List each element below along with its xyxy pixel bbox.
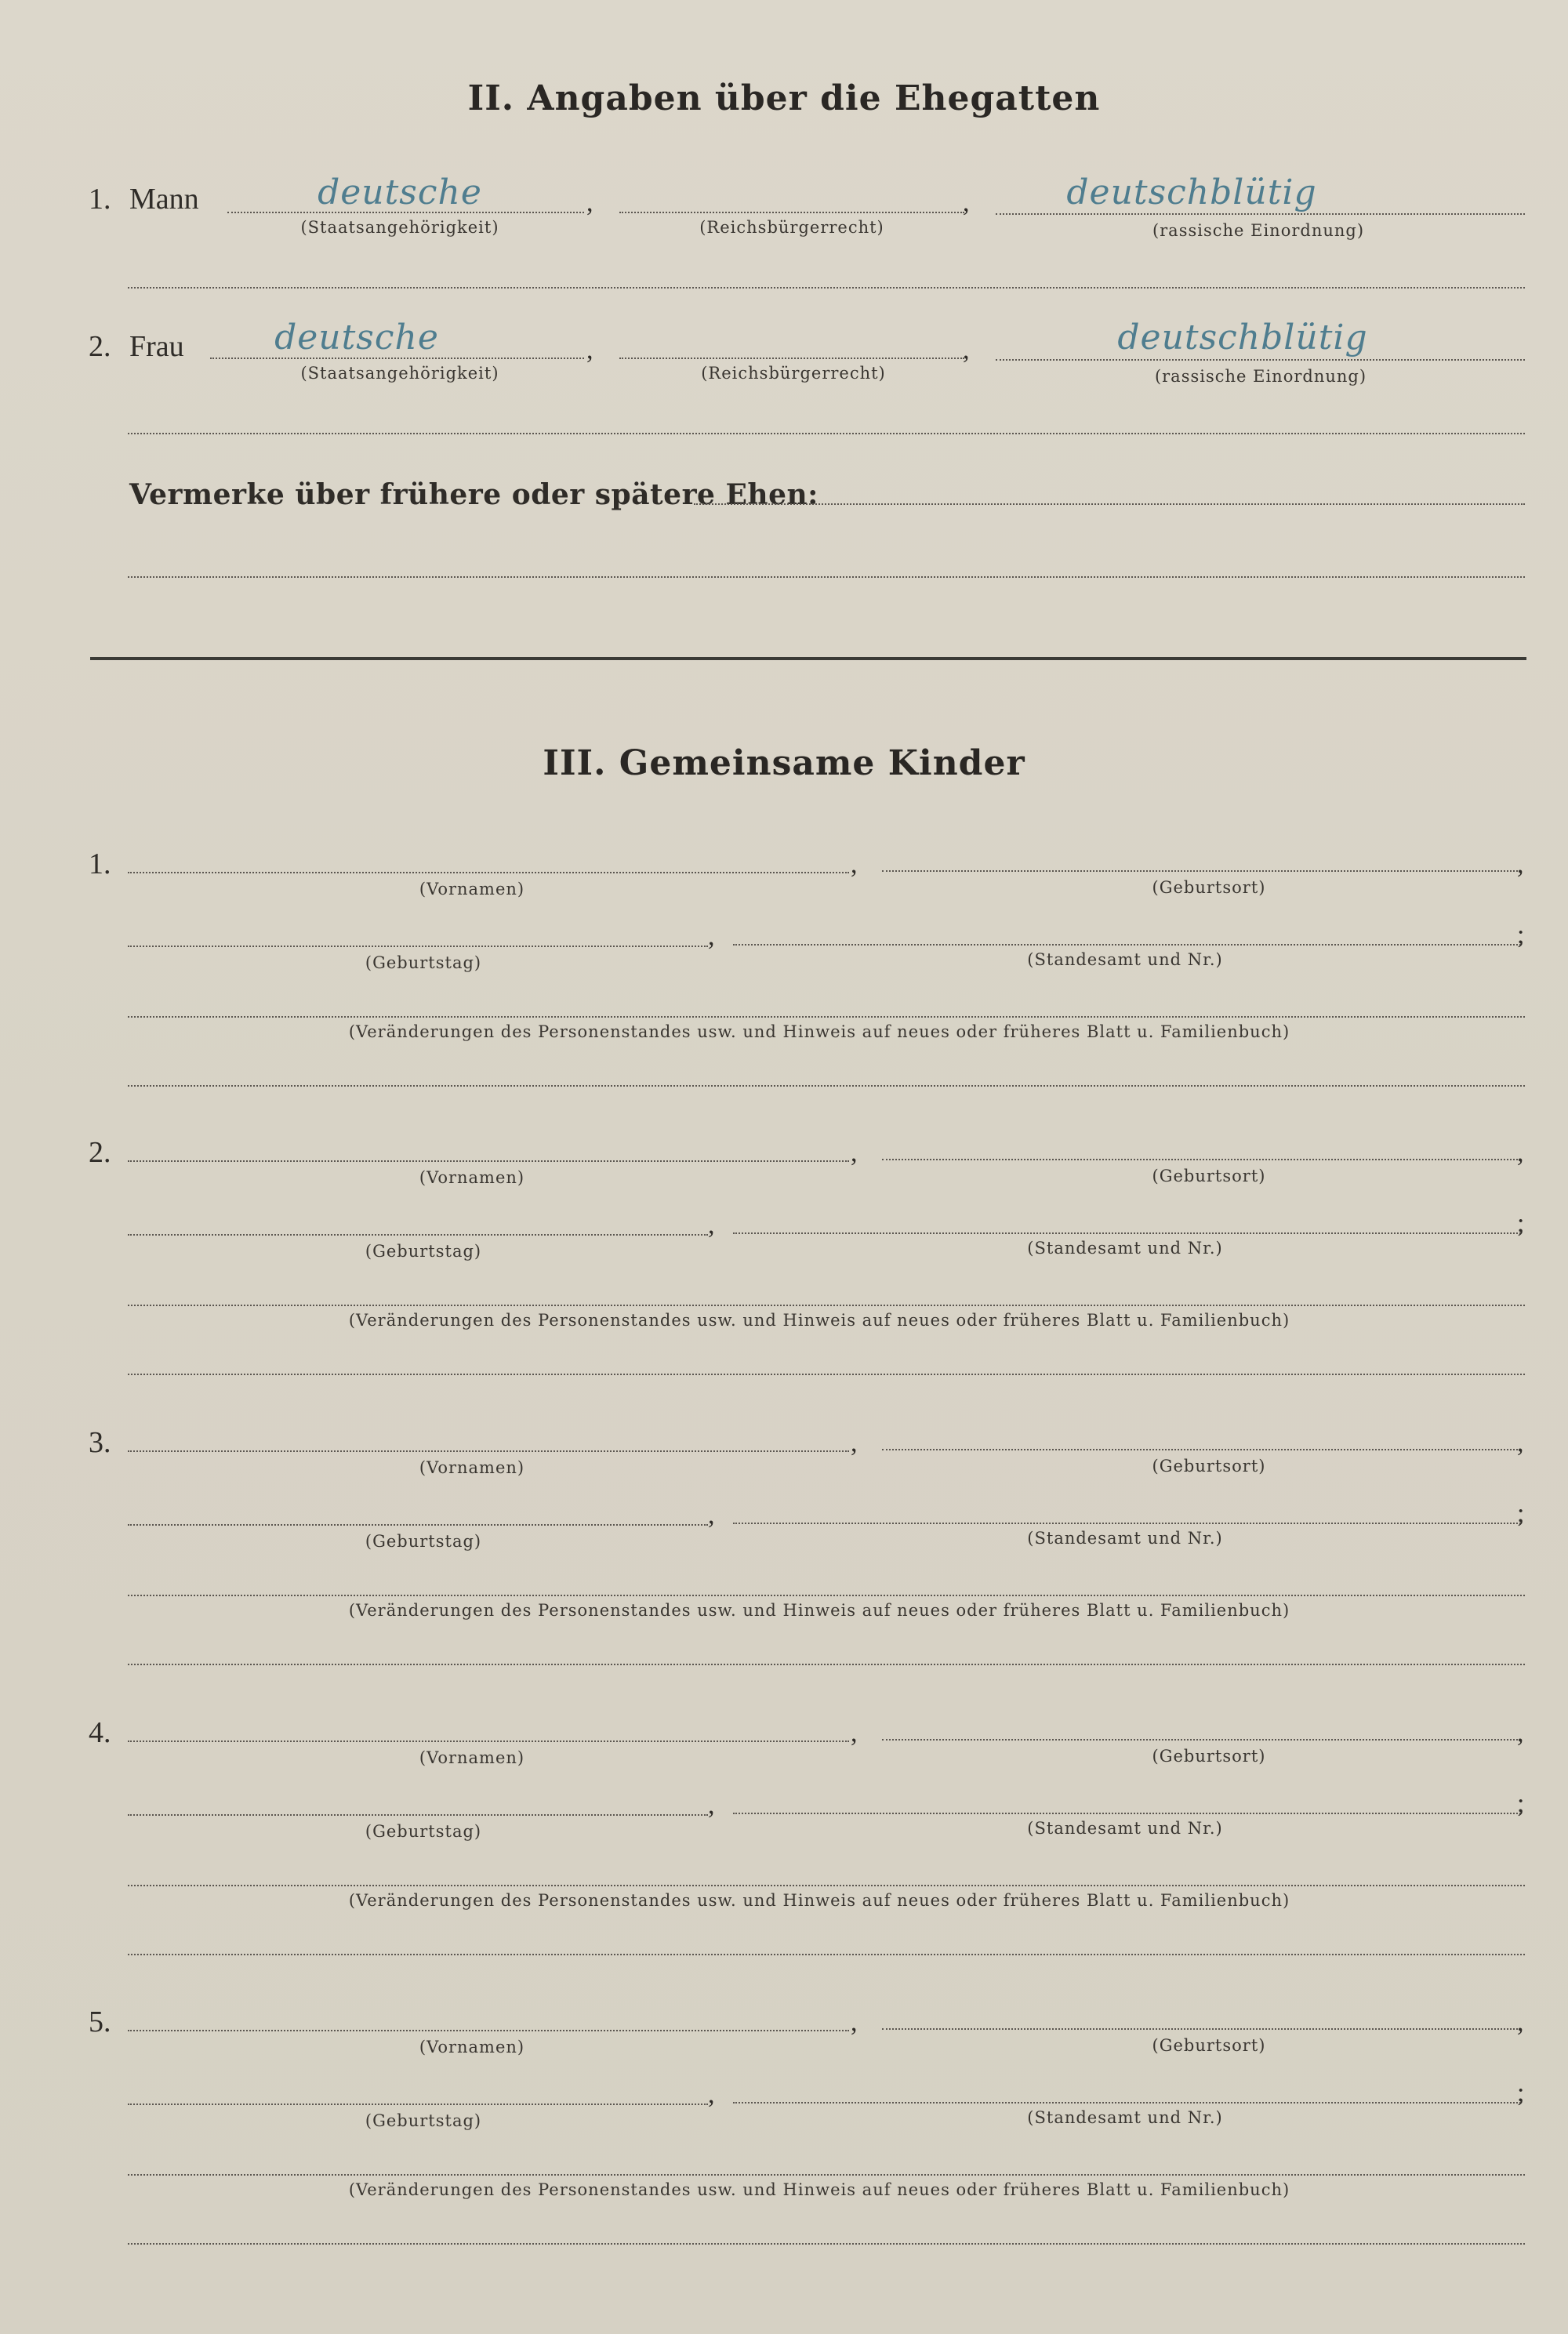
child-changes-line[interactable] xyxy=(128,1305,1525,1306)
child-semicolon: ; xyxy=(1517,2078,1525,2107)
child-comma-1: , xyxy=(851,2008,858,2037)
marriage-notes-line-2[interactable] xyxy=(128,576,1525,578)
child-registry-caption: (Standesamt und Nr.) xyxy=(1027,950,1223,969)
marriage-notes-line-1[interactable] xyxy=(694,503,1525,505)
man-citizenship-line[interactable] xyxy=(619,212,964,213)
child-changes-caption: (Veränderungen des Personenstandes usw. und Hinweis auf neues oder früheres Blatt u. Familienbuch) xyxy=(348,1022,1290,1041)
child-birthday-caption: (Geburtstag) xyxy=(365,2111,482,2130)
child-birthday-line[interactable] xyxy=(128,1234,708,1236)
child-extra-line[interactable] xyxy=(128,1085,1525,1087)
child-birthplace-caption: (Geburtsort) xyxy=(1152,878,1266,897)
child-birthday-line[interactable] xyxy=(128,1524,708,1526)
man-nationality-value: deutsche xyxy=(318,172,482,212)
woman-nationality-value: deutsche xyxy=(274,318,439,358)
child-comma-1: , xyxy=(851,1719,858,1748)
child-comma-3: , xyxy=(708,2080,715,2109)
child-birthplace-line[interactable] xyxy=(882,1159,1521,1160)
child-first-names-caption: (Vornamen) xyxy=(419,2038,525,2056)
child-changes-caption: (Veränderungen des Personenstandes usw. und Hinweis auf neues oder früheres Blatt u. Familienbuch) xyxy=(348,2180,1290,2199)
child-registry-caption: (Standesamt und Nr.) xyxy=(1027,1529,1223,1548)
child-birthday-line[interactable] xyxy=(128,1814,708,1816)
section-ii-title: II. Angaben über die Ehegatten xyxy=(467,78,1101,118)
man-comma-2: , xyxy=(963,188,970,217)
section-iii-title: III. Gemeinsame Kinder xyxy=(543,743,1025,783)
section-divider xyxy=(90,657,1526,660)
woman-comma-2: , xyxy=(963,336,970,365)
child-birthplace-caption: (Geburtsort) xyxy=(1152,2036,1266,2055)
child-first-names-line[interactable] xyxy=(128,1160,849,1162)
child-comma-3: , xyxy=(708,922,715,951)
man-extra-line[interactable] xyxy=(128,287,1525,289)
child-changes-line[interactable] xyxy=(128,2174,1525,2176)
child-changes-caption: (Veränderungen des Personenstandes usw. und Hinweis auf neues oder früheres Blatt u. Familienbuch) xyxy=(348,1601,1290,1620)
child-birthday-caption: (Geburtstag) xyxy=(365,1242,482,1261)
child-number: 2. xyxy=(89,1136,111,1169)
child-changes-caption: (Veränderungen des Personenstandes usw. und Hinweis auf neues oder früheres Blatt u. Familienbuch) xyxy=(348,1311,1290,1330)
woman-comma-1: , xyxy=(586,336,593,365)
child-changes-line[interactable] xyxy=(128,1885,1525,1886)
child-first-names-line[interactable] xyxy=(128,1741,849,1742)
woman-racial-line[interactable] xyxy=(996,359,1525,361)
woman-racial-caption: (rassische Einordnung) xyxy=(1154,367,1367,386)
child-first-names-caption: (Vornamen) xyxy=(419,1458,525,1477)
child-number: 5. xyxy=(89,2005,111,2038)
child-registry-line[interactable] xyxy=(733,944,1521,946)
child-comma-2: , xyxy=(1517,1719,1524,1748)
child-semicolon: ; xyxy=(1517,920,1525,949)
child-extra-line[interactable] xyxy=(128,1954,1525,1955)
child-comma-3: , xyxy=(708,1211,715,1240)
woman-racial-value: deutschblütig xyxy=(1117,318,1368,358)
child-extra-line[interactable] xyxy=(128,1664,1525,1665)
child-comma-1: , xyxy=(851,1428,858,1457)
child-birthday-caption: (Geburtstag) xyxy=(365,1822,482,1841)
man-label: Mann xyxy=(129,183,199,216)
child-comma-3: , xyxy=(708,1501,715,1530)
child-number: 1. xyxy=(89,848,111,880)
child-comma-2: , xyxy=(1517,1138,1524,1167)
child-registry-caption: (Standesamt und Nr.) xyxy=(1027,1819,1223,1838)
child-semicolon: ; xyxy=(1517,1499,1525,1528)
man-racial-value: deutschblütig xyxy=(1066,172,1317,212)
child-birthday-caption: (Geburtstag) xyxy=(365,953,482,972)
child-changes-line[interactable] xyxy=(128,1016,1525,1018)
child-birthday-caption: (Geburtstag) xyxy=(365,1532,482,1551)
woman-nationality-line[interactable] xyxy=(210,358,584,359)
child-first-names-caption: (Vornamen) xyxy=(419,1748,525,1767)
child-birthplace-caption: (Geburtsort) xyxy=(1152,1167,1266,1185)
man-comma-1: , xyxy=(586,188,593,217)
woman-citizenship-line[interactable] xyxy=(619,358,964,359)
child-registry-caption: (Standesamt und Nr.) xyxy=(1027,1239,1223,1258)
child-comma-1: , xyxy=(851,1138,858,1167)
woman-extra-line[interactable] xyxy=(128,433,1525,434)
child-number: 4. xyxy=(89,1716,111,1749)
woman-nationality-caption: (Staatsangehörigkeit) xyxy=(300,364,499,383)
child-comma-3: , xyxy=(708,1791,715,1820)
child-comma-1: , xyxy=(851,850,858,879)
man-nationality-caption: (Staatsangehörigkeit) xyxy=(300,218,499,237)
woman-number: 2. xyxy=(89,330,111,363)
child-extra-line[interactable] xyxy=(128,1374,1525,1375)
child-first-names-line[interactable] xyxy=(128,2030,849,2031)
man-number: 1. xyxy=(89,183,111,216)
child-comma-2: , xyxy=(1517,2008,1524,2037)
child-semicolon: ; xyxy=(1517,1209,1525,1238)
child-first-names-line[interactable] xyxy=(128,872,849,873)
child-birthday-line[interactable] xyxy=(128,2104,708,2105)
child-birthplace-line[interactable] xyxy=(882,1739,1521,1741)
child-first-names-line[interactable] xyxy=(128,1450,849,1452)
child-birthplace-line[interactable] xyxy=(882,2028,1521,2030)
child-registry-line[interactable] xyxy=(733,1232,1521,1234)
man-racial-line[interactable] xyxy=(996,213,1525,215)
child-birthplace-line[interactable] xyxy=(882,870,1521,872)
child-number: 3. xyxy=(89,1426,111,1459)
marriage-notes-label: Vermerke über frühere oder spätere Ehen: xyxy=(129,478,818,511)
child-birthday-line[interactable] xyxy=(128,946,708,947)
child-registry-line[interactable] xyxy=(733,1813,1521,1814)
child-comma-2: , xyxy=(1517,850,1524,879)
child-birthplace-caption: (Geburtsort) xyxy=(1152,1747,1266,1766)
child-semicolon: ; xyxy=(1517,1789,1525,1818)
child-registry-line[interactable] xyxy=(733,2102,1521,2104)
child-changes-caption: (Veränderungen des Personenstandes usw. und Hinweis auf neues oder früheres Blatt u. Familienbuch) xyxy=(348,1891,1290,1910)
woman-citizenship-caption: (Reichsbürgerrecht) xyxy=(701,364,886,383)
child-birthplace-line[interactable] xyxy=(882,1449,1521,1450)
child-registry-line[interactable] xyxy=(733,1523,1521,1524)
child-registry-caption: (Standesamt und Nr.) xyxy=(1027,2108,1223,2127)
child-extra-line[interactable] xyxy=(128,2243,1525,2245)
man-citizenship-caption: (Reichsbürgerrecht) xyxy=(699,218,884,237)
child-first-names-caption: (Vornamen) xyxy=(419,880,525,898)
child-comma-2: , xyxy=(1517,1428,1524,1457)
child-birthplace-caption: (Geburtsort) xyxy=(1152,1457,1266,1476)
man-racial-caption: (rassische Einordnung) xyxy=(1152,221,1365,240)
child-first-names-caption: (Vornamen) xyxy=(419,1168,525,1187)
child-changes-line[interactable] xyxy=(128,1595,1525,1596)
woman-label: Frau xyxy=(129,330,184,363)
